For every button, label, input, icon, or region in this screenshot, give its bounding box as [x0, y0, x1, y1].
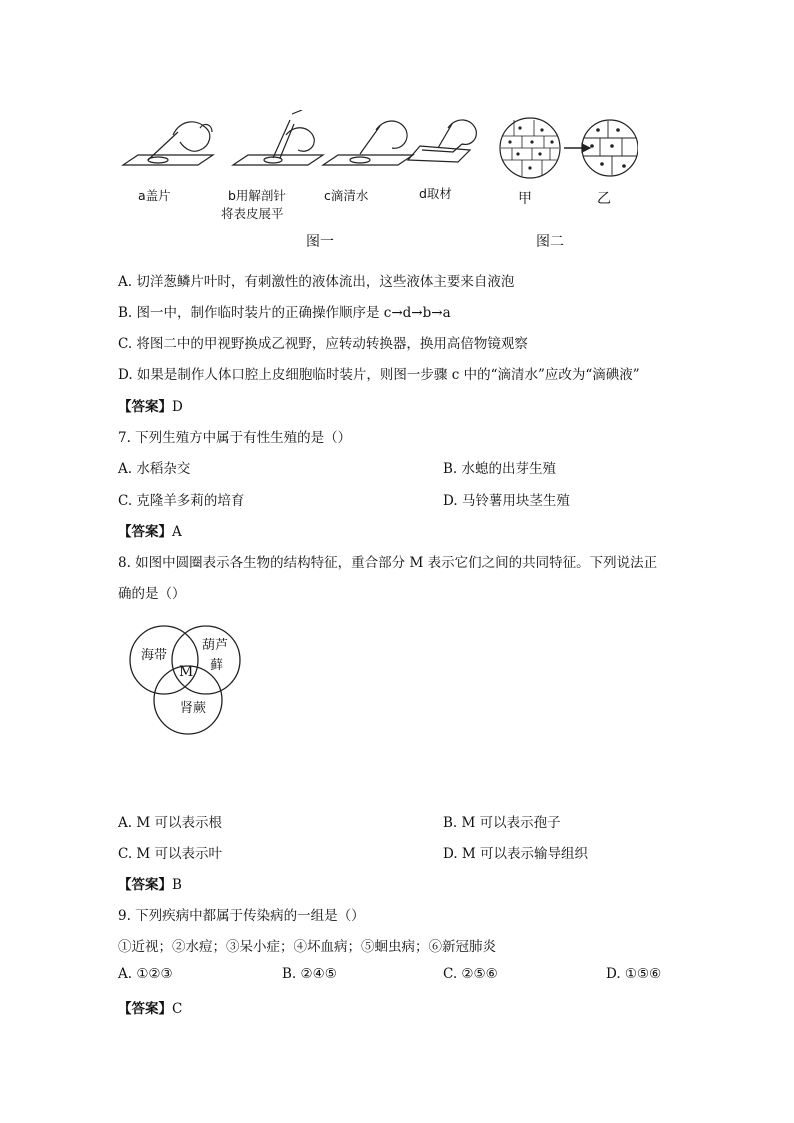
- q7-answer: [118, 520, 182, 540]
- q6-option-c: C. 将图二中的甲视野换成乙视野，应转动转换器，换用高倍物镜观察: [118, 336, 528, 352]
- step-d-illustration: [408, 120, 476, 162]
- step-a-illustration: [123, 122, 213, 165]
- q9-option-d: D. ①⑤⑥: [606, 966, 662, 982]
- q9-option-b: B. ②④⑤: [282, 966, 337, 982]
- label-step-c: c滴清水: [324, 188, 369, 203]
- label-view-jia: 甲: [518, 191, 532, 207]
- step-c-illustration: [323, 121, 413, 165]
- answer-label: 【答案】: [118, 399, 172, 415]
- q8-option-a: A. M 可以表示根: [118, 815, 222, 831]
- label-view-yi: 乙: [597, 191, 611, 207]
- q8-option-d: D. M 可以表示输导组织: [443, 846, 589, 862]
- label-step-d: d取材: [419, 186, 452, 201]
- figure-one: [118, 110, 638, 210]
- label-step-a: a盖片: [138, 188, 171, 203]
- procedure-illustration: [118, 110, 638, 210]
- answer-label: 【答案】: [118, 524, 172, 540]
- answer-label: 【答案】: [118, 1001, 172, 1017]
- q7-option-a: A. 水稻杂交: [118, 461, 191, 477]
- q8-stem-line1: 8. 如图中圆圈表示各生物的结构特征，重合部分 M 表示它们之间的共同特征。下列说法正: [118, 555, 658, 571]
- q6-option-d: D. 如果是制作人体口腔上皮细胞临时装片，则图一步骤 c 中的“滴清水”应改为“滴碘液”: [118, 367, 640, 383]
- label-step-b-line2: 将表皮展平: [221, 206, 284, 221]
- q6-option-b: B. 图一中，制作临时装片的正确操作顺序是 c→d→b→a: [118, 305, 451, 321]
- cell-views: [500, 118, 638, 178]
- q7-option-b: B. 水螅的出芽生殖: [443, 461, 557, 477]
- q8-answer: [118, 873, 182, 893]
- q9-answer: [118, 997, 182, 1017]
- venn-label-bottom: 肾蕨: [180, 701, 207, 716]
- q7-stem: 7. 下列生殖方中属于有性生殖的是（）: [118, 430, 352, 446]
- q9-option-c: C. ②⑤⑥: [443, 966, 498, 982]
- q6-option-a: A. 切洋葱鳞片叶时，有刺激性的液体流出，这些液体主要来自液泡: [118, 274, 515, 290]
- venn-diagram: [128, 622, 248, 740]
- venn-label-left: 海带: [141, 648, 168, 663]
- venn-label-center: M: [179, 664, 194, 680]
- q8-option-c: C. M 可以表示叶: [118, 846, 223, 862]
- step-b-illustration: [233, 110, 323, 165]
- q7-option-d: D. 马铃薯用块茎生殖: [443, 493, 570, 509]
- q9-items: ①近视；②水痘；③呆小症；④坏血病；⑤蛔虫病；⑥新冠肺炎: [118, 939, 496, 955]
- label-step-b-line1: b用解剖针: [228, 188, 286, 203]
- caption-figure-two: 图二: [536, 234, 564, 250]
- q7-option-c: C. 克隆羊多莉的培育: [118, 493, 245, 509]
- answer-value: B: [172, 877, 182, 893]
- venn-label-right-top: 葫芦: [202, 638, 229, 653]
- q6-answer: [118, 395, 183, 415]
- q9-option-a: A. ①②③: [118, 966, 173, 982]
- caption-figure-one: 图一: [306, 234, 334, 250]
- q8-option-b: B. M 可以表示孢子: [443, 815, 561, 831]
- venn-label-right-bottom: 藓: [210, 658, 224, 673]
- answer-label: 【答案】: [118, 877, 172, 893]
- answer-value: D: [172, 399, 183, 415]
- answer-value: A: [172, 524, 182, 540]
- q9-stem: 9. 下列疾病中都属于传染病的一组是（）: [118, 908, 365, 924]
- answer-value: C: [172, 1001, 183, 1017]
- q8-stem-line2: 确的是（）: [118, 586, 186, 602]
